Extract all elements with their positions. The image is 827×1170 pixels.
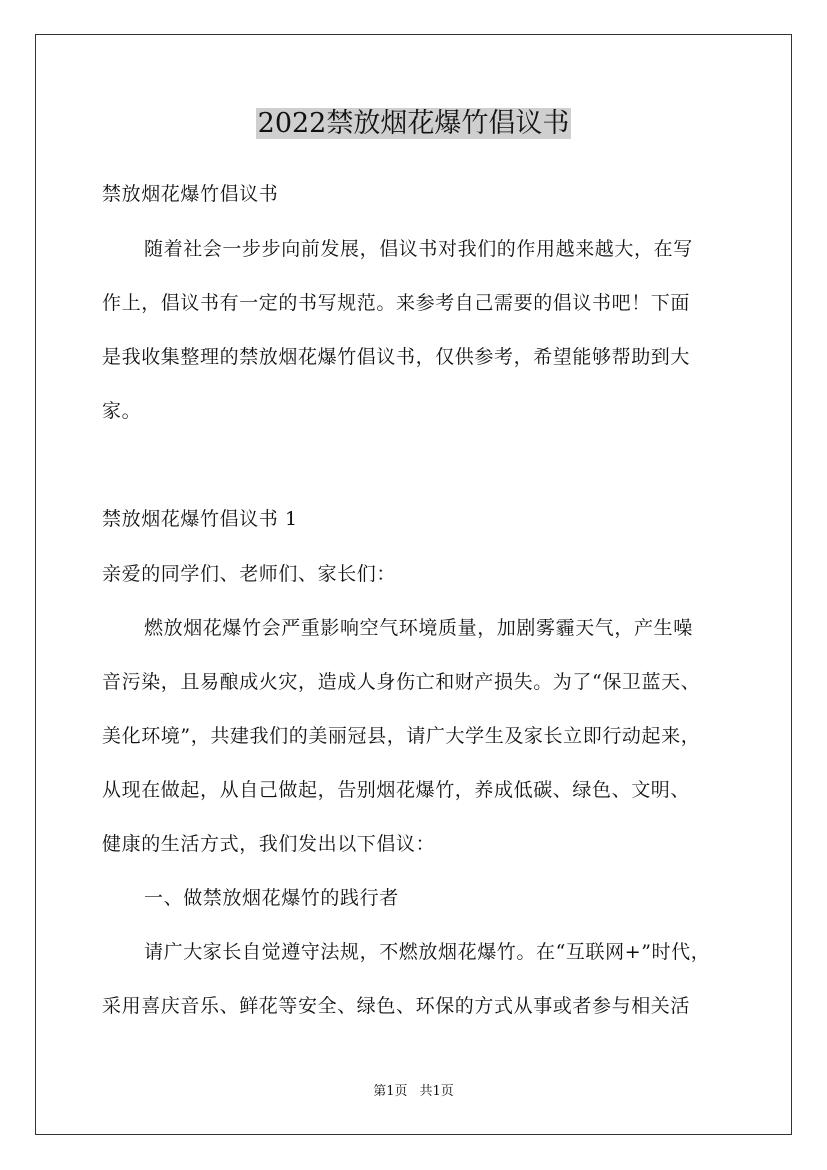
paragraph-line: 健康的生活方式，我们发出以下倡议：	[102, 833, 436, 855]
paragraph-line: 音污染，且易酿成火灾，造成人身伤亡和财产损失。为了“保卫蓝天、	[102, 671, 701, 693]
doc-subtitle: 禁放烟花爆竹倡议书	[102, 183, 279, 205]
paragraph-line: 燃放烟花爆竹会严重影响空气环境质量，加剧雾霾天气，产生噪	[144, 617, 693, 639]
paragraph-line: 作上，倡议书有一定的书写规范。来参考自己需要的倡议书吧！下面	[102, 292, 691, 314]
section-heading: 禁放烟花爆竹倡议书 1	[102, 508, 298, 530]
paragraph-line: 家。	[102, 400, 142, 422]
salutation: 亲爱的同学们、老师们、家长们：	[102, 563, 397, 585]
subsection-heading: 一、做禁放烟花爆竹的践行者	[144, 887, 399, 909]
paragraph-line: 是我收集整理的禁放烟花爆竹倡议书，仅供参考，希望能够帮助到大	[102, 346, 691, 368]
document-title	[0, 104, 827, 144]
page-number: 第1页	[373, 1084, 408, 1099]
paragraph-line: 随着社会一步步向前发展，倡议书对我们的作用越来越大，在写	[144, 238, 693, 260]
page-total: 共1页	[419, 1084, 454, 1099]
paragraph-line: 采用喜庆音乐、鲜花等安全、绿色、环保的方式从事或者参与相关活	[102, 995, 691, 1017]
paragraph-line: 请广大家长自觉遵守法规，不燃放烟花爆竹。在“互联网+”时代，	[144, 941, 711, 963]
document-title-text: 2022禁放烟花爆竹倡议书	[257, 108, 570, 139]
paragraph-line: 从现在做起，从自己做起，告别烟花爆竹，养成低碳、绿色、文明、	[102, 779, 691, 801]
paragraph-line: 美化环境”，共建我们的美丽冠县，请广大学生及家长立即行动起来，	[102, 725, 701, 747]
page-footer	[0, 1083, 827, 1101]
